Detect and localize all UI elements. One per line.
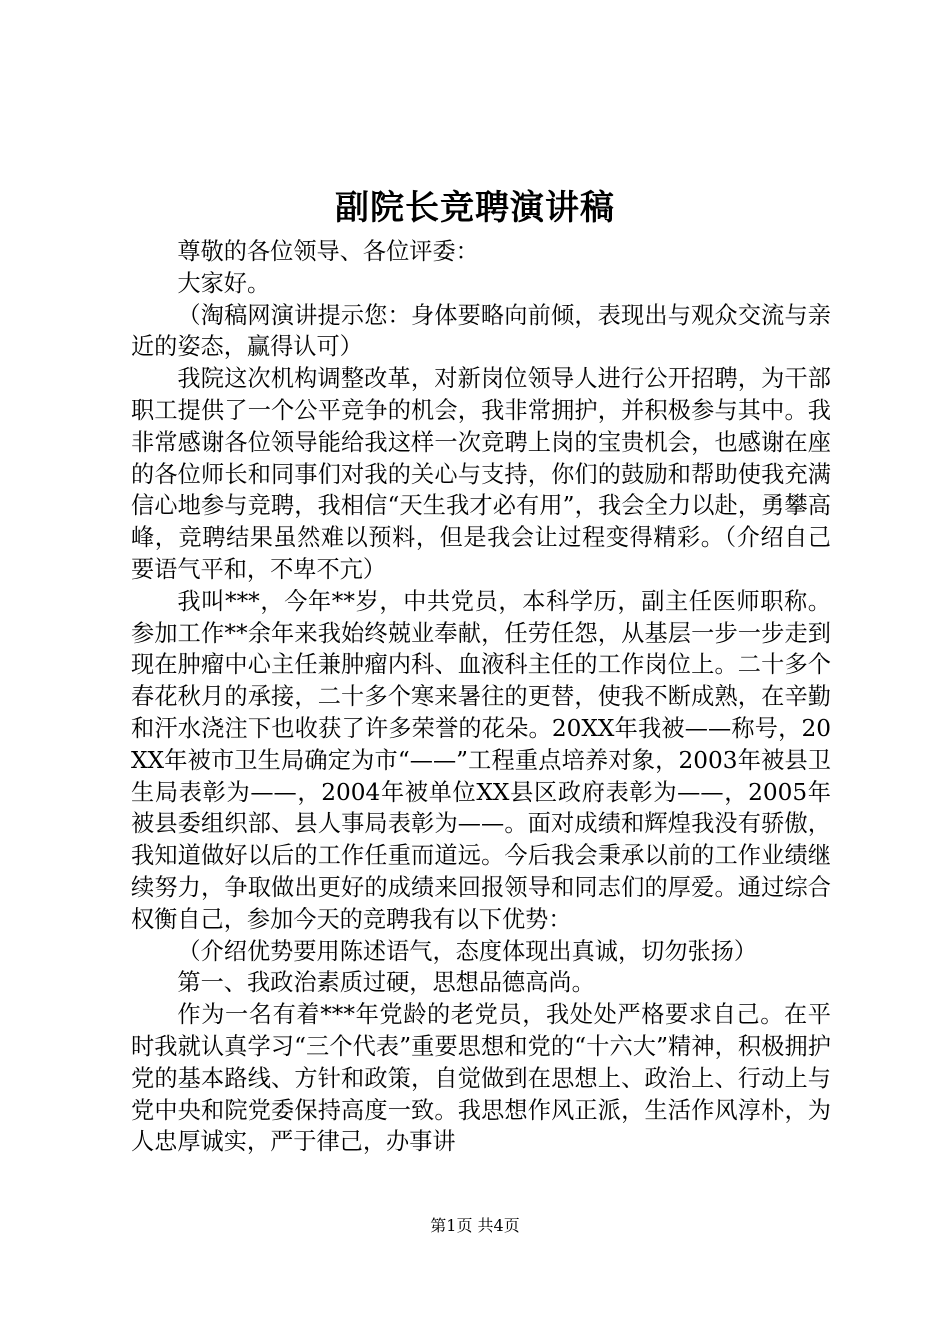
page-number-footer: 第1页 共4页 [430,1216,520,1235]
paragraph-tip-posture: （淘稿网演讲提示您：身体要略向前倾，表现出与观众交流与亲近的姿态，赢得认可） [131,301,831,361]
paragraph-greeting: 大家好。 [177,269,271,297]
paragraph-point-one-heading: 第一、我政治素质过硬，思想品德高尚。 [177,969,595,997]
document-body [131,236,831,1158]
paragraph-self-introduction: 我叫***，今年**岁，中共党员，本科学历，副主任医师职称。参加工作**余年来我始终兢业奉献，任劳任怨，从基层一步一步走到现在肿瘤中心主任兼肿瘤内科、血液科主任的工作岗位上。二十多个春花秋月的承接，二十多个寒来暑往的更替，使我不断成熟，在辛勤和汗水浇注下也收获了许多荣誉的花朵。20XX年我被——称号，20XX年被市卫生局确定为市“——”工程重点培养对象，2003年被县卫生局表彰为——，2004年被单位XX县区政府表彰为——，2005年被县委组织部、县人事局表彰为——。面对成绩和辉煌我没有骄傲，我知道做好以后的工作任重而道远。今后我会秉承以前的工作业绩继续努力，争取做出更好的成绩来回报领导和同志们的厚爱。通过综合权衡自己，参加今天的竞聘我有以下优势： [131,587,831,933]
paragraph-intro-reform: 我院这次机构调整改革，对新岗位领导人进行公开招聘，为干部职工提供了一个公平竞争的机会，我非常拥护，并积极参与其中。我非常感谢各位领导能给我这样一次竞聘上岗的宝贵机会，也感谢在座的各位师长和同事们对我的关心与支持，你们的鼓励和帮助使我充满信心地参与竞聘，我相信“天生我才必有用”，我会全力以赴，勇攀高峰，竞聘结果虽然难以预料，但是我会让过程变得精彩。（介绍自己要语气平和，不卑不亢） [131,365,831,583]
paragraph-point-one-body: 作为一名有着***年党龄的老党员，我处处严格要求自己。在平时我就认真学习“三个代表”重要思想和党的“十六大”精神，积极拥护党的基本路线、方针和政策，自觉做到在思想上、政治上、行动上与党中央和院党委保持高度一致。我思想作风正派，生活作风淳朴，为人忠厚诚实，严于律己，办事讲 [131,1001,831,1156]
paragraph-salutation: 尊敬的各位领导、各位评委： [177,238,479,265]
document-title: 副院长竞聘演讲稿 [335,188,615,228]
paragraph-tip-advantages: （介绍优势要用陈述语气，态度体现出真诚，切勿张扬） [177,937,758,965]
